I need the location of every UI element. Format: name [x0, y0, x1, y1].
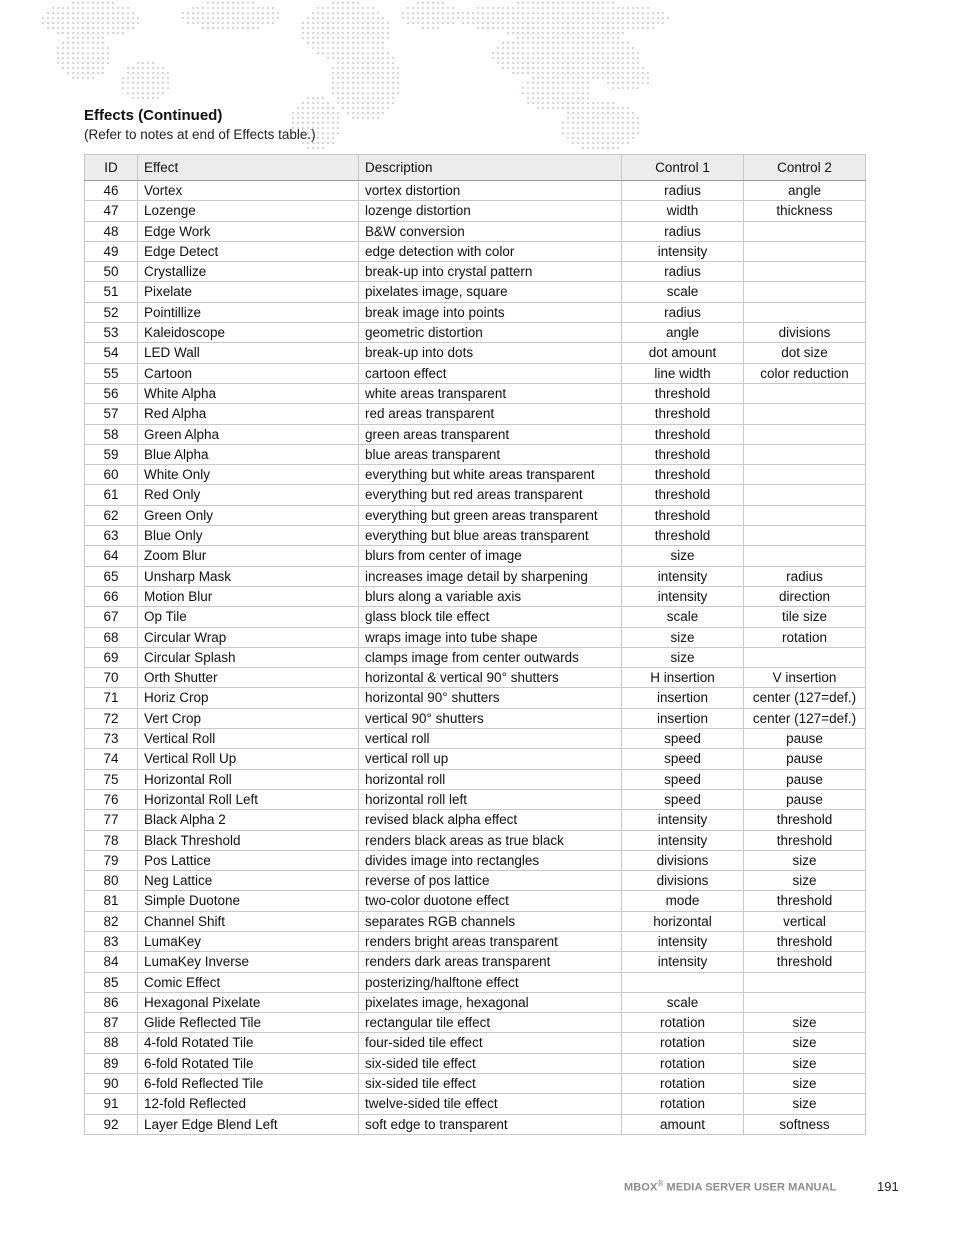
- cell-control-1: scale: [622, 282, 744, 302]
- cell-description: two-color duotone effect: [359, 891, 622, 911]
- cell-effect: Horizontal Roll Left: [138, 789, 359, 809]
- table-row: [85, 363, 866, 383]
- cell-control-2: direction: [744, 586, 866, 606]
- table-row: [85, 668, 866, 688]
- table-row: [85, 911, 866, 931]
- cell-effect: Red Alpha: [138, 404, 359, 424]
- cell-id: 82: [85, 911, 138, 931]
- table-row: [85, 688, 866, 708]
- cell-effect: Zoom Blur: [138, 546, 359, 566]
- cell-control-1: rotation: [622, 1033, 744, 1053]
- cell-id: 61: [85, 485, 138, 505]
- cell-control-1: threshold: [622, 444, 744, 464]
- cell-control-1: divisions: [622, 850, 744, 870]
- cell-description: everything but blue areas transparent: [359, 526, 622, 546]
- table-row: [85, 729, 866, 749]
- cell-id: 76: [85, 789, 138, 809]
- table-row: [85, 647, 866, 667]
- cell-effect: Vertical Roll Up: [138, 749, 359, 769]
- table-row: [85, 749, 866, 769]
- cell-description: horizontal roll: [359, 769, 622, 789]
- cell-effect: Kaleidoscope: [138, 323, 359, 343]
- effects-table: [84, 154, 866, 1135]
- table-row: [85, 627, 866, 647]
- table-row: [85, 1053, 866, 1073]
- cell-control-2: [744, 404, 866, 424]
- cell-control-1: line width: [622, 363, 744, 383]
- table-row: [85, 505, 866, 525]
- cell-control-1: [622, 972, 744, 992]
- cell-effect: Pos Lattice: [138, 850, 359, 870]
- cell-control-2: [744, 241, 866, 261]
- registered-mark: ®: [657, 1179, 664, 1188]
- cell-control-1: H insertion: [622, 668, 744, 688]
- cell-id: 57: [85, 404, 138, 424]
- cell-control-2: threshold: [744, 830, 866, 850]
- cell-id: 47: [85, 201, 138, 221]
- cell-control-1: amount: [622, 1114, 744, 1134]
- table-row: [85, 586, 866, 606]
- table-row: [85, 708, 866, 728]
- table-header-row: [85, 155, 866, 181]
- cell-effect: Edge Detect: [138, 241, 359, 261]
- cell-id: 54: [85, 343, 138, 363]
- cell-effect: Vortex: [138, 181, 359, 201]
- cell-description: separates RGB channels: [359, 911, 622, 931]
- cell-description: vertical roll: [359, 729, 622, 749]
- cell-id: 58: [85, 424, 138, 444]
- cell-control-1: radius: [622, 302, 744, 322]
- table-row: [85, 810, 866, 830]
- cell-description: everything but white areas transparent: [359, 465, 622, 485]
- cell-effect: Black Threshold: [138, 830, 359, 850]
- section-heading: Effects (Continued): [84, 107, 223, 124]
- cell-control-2: size: [744, 1053, 866, 1073]
- table-row: [85, 282, 866, 302]
- cell-description: vertical roll up: [359, 749, 622, 769]
- cell-id: 86: [85, 992, 138, 1012]
- cell-control-1: width: [622, 201, 744, 221]
- cell-id: 81: [85, 891, 138, 911]
- cell-effect: Unsharp Mask: [138, 566, 359, 586]
- cell-control-1: speed: [622, 749, 744, 769]
- cell-description: B&W conversion: [359, 221, 622, 241]
- cell-description: renders black areas as true black: [359, 830, 622, 850]
- cell-control-1: threshold: [622, 465, 744, 485]
- cell-control-1: radius: [622, 181, 744, 201]
- cell-id: 59: [85, 444, 138, 464]
- table-row: [85, 201, 866, 221]
- cell-effect: Simple Duotone: [138, 891, 359, 911]
- cell-description: divides image into rectangles: [359, 850, 622, 870]
- cell-effect: LED Wall: [138, 343, 359, 363]
- table-row: [85, 1114, 866, 1134]
- cell-description: break image into points: [359, 302, 622, 322]
- cell-id: 91: [85, 1094, 138, 1114]
- cell-id: 60: [85, 465, 138, 485]
- cell-control-1: rotation: [622, 1013, 744, 1033]
- cell-description: six-sided tile effect: [359, 1074, 622, 1094]
- table-row: [85, 850, 866, 870]
- cell-effect: Black Alpha 2: [138, 810, 359, 830]
- cell-control-1: radius: [622, 221, 744, 241]
- cell-description: geometric distortion: [359, 323, 622, 343]
- cell-effect: Horizontal Roll: [138, 769, 359, 789]
- cell-id: 51: [85, 282, 138, 302]
- cell-control-2: size: [744, 1074, 866, 1094]
- cell-control-2: rotation: [744, 627, 866, 647]
- cell-effect: White Alpha: [138, 383, 359, 403]
- section-note: (Refer to notes at end of Effects table.): [84, 127, 316, 142]
- table-row: [85, 343, 866, 363]
- cell-effect: Channel Shift: [138, 911, 359, 931]
- cell-control-1: radius: [622, 262, 744, 282]
- table-row: [85, 972, 866, 992]
- cell-description: vertical 90° shutters: [359, 708, 622, 728]
- cell-control-2: [744, 647, 866, 667]
- cell-effect: Motion Blur: [138, 586, 359, 606]
- cell-description: white areas transparent: [359, 383, 622, 403]
- cell-control-2: threshold: [744, 810, 866, 830]
- cell-description: soft edge to transparent: [359, 1114, 622, 1134]
- cell-description: rectangular tile effect: [359, 1013, 622, 1033]
- cell-control-2: [744, 444, 866, 464]
- cell-effect: Horiz Crop: [138, 688, 359, 708]
- cell-description: revised black alpha effect: [359, 810, 622, 830]
- cell-id: 90: [85, 1074, 138, 1094]
- cell-control-1: scale: [622, 607, 744, 627]
- table-row: [85, 871, 866, 891]
- cell-control-2: center (127=def.): [744, 688, 866, 708]
- cell-control-1: speed: [622, 789, 744, 809]
- cell-id: 80: [85, 871, 138, 891]
- cell-control-2: [744, 505, 866, 525]
- cell-description: horizontal & vertical 90° shutters: [359, 668, 622, 688]
- cell-description: lozenge distortion: [359, 201, 622, 221]
- cell-description: reverse of pos lattice: [359, 871, 622, 891]
- cell-description: red areas transparent: [359, 404, 622, 424]
- header-description: Description: [359, 155, 622, 181]
- table-row: [85, 302, 866, 322]
- cell-effect: LumaKey Inverse: [138, 952, 359, 972]
- cell-id: 72: [85, 708, 138, 728]
- cell-id: 83: [85, 931, 138, 951]
- cell-control-2: size: [744, 850, 866, 870]
- cell-description: clamps image from center outwards: [359, 647, 622, 667]
- cell-control-2: pause: [744, 749, 866, 769]
- cell-effect: Pointillize: [138, 302, 359, 322]
- cell-id: 49: [85, 241, 138, 261]
- cell-control-1: scale: [622, 992, 744, 1012]
- cell-description: everything but red areas transparent: [359, 485, 622, 505]
- footer-title-text: MEDIA SERVER USER MANUAL: [663, 1181, 837, 1194]
- cell-control-1: divisions: [622, 871, 744, 891]
- table-row: [85, 546, 866, 566]
- cell-control-2: softness: [744, 1114, 866, 1134]
- cell-control-2: size: [744, 1094, 866, 1114]
- cell-id: 56: [85, 383, 138, 403]
- cell-effect: Green Only: [138, 505, 359, 525]
- cell-effect: Layer Edge Blend Left: [138, 1114, 359, 1134]
- cell-id: 88: [85, 1033, 138, 1053]
- cell-control-1: mode: [622, 891, 744, 911]
- footer-manual-title: [624, 1179, 836, 1194]
- cell-id: 68: [85, 627, 138, 647]
- cell-control-2: center (127=def.): [744, 708, 866, 728]
- cell-control-2: [744, 282, 866, 302]
- cell-description: blurs from center of image: [359, 546, 622, 566]
- cell-effect: Cartoon: [138, 363, 359, 383]
- cell-effect: Lozenge: [138, 201, 359, 221]
- cell-control-1: threshold: [622, 485, 744, 505]
- cell-description: horizontal 90° shutters: [359, 688, 622, 708]
- cell-id: 89: [85, 1053, 138, 1073]
- effects-table-body: [85, 181, 866, 1135]
- cell-control-2: [744, 526, 866, 546]
- cell-id: 46: [85, 181, 138, 201]
- cell-control-1: threshold: [622, 404, 744, 424]
- cell-control-1: intensity: [622, 931, 744, 951]
- cell-control-2: [744, 465, 866, 485]
- cell-effect: Glide Reflected Tile: [138, 1013, 359, 1033]
- table-row: [85, 241, 866, 261]
- cell-effect: Neg Lattice: [138, 871, 359, 891]
- cell-control-2: pause: [744, 769, 866, 789]
- cell-control-2: tile size: [744, 607, 866, 627]
- cell-control-1: intensity: [622, 241, 744, 261]
- cell-control-2: pause: [744, 729, 866, 749]
- cell-description: twelve-sided tile effect: [359, 1094, 622, 1114]
- cell-id: 70: [85, 668, 138, 688]
- cell-effect: Pixelate: [138, 282, 359, 302]
- cell-effect: Vertical Roll: [138, 729, 359, 749]
- cell-description: glass block tile effect: [359, 607, 622, 627]
- cell-control-2: [744, 972, 866, 992]
- cell-description: pixelates image, hexagonal: [359, 992, 622, 1012]
- cell-control-1: intensity: [622, 586, 744, 606]
- header-control-2: Control 2: [744, 155, 866, 181]
- cell-id: 48: [85, 221, 138, 241]
- cell-description: four-sided tile effect: [359, 1033, 622, 1053]
- cell-effect: Orth Shutter: [138, 668, 359, 688]
- cell-control-1: size: [622, 647, 744, 667]
- cell-control-2: [744, 485, 866, 505]
- cell-control-2: [744, 302, 866, 322]
- table-row: [85, 992, 866, 1012]
- cell-control-1: horizontal: [622, 911, 744, 931]
- cell-effect: LumaKey: [138, 931, 359, 951]
- cell-id: 85: [85, 972, 138, 992]
- cell-control-2: size: [744, 1013, 866, 1033]
- cell-control-2: [744, 546, 866, 566]
- cell-control-2: radius: [744, 566, 866, 586]
- table-row: [85, 262, 866, 282]
- cell-control-1: size: [622, 627, 744, 647]
- cell-id: 69: [85, 647, 138, 667]
- cell-control-1: threshold: [622, 526, 744, 546]
- cell-description: horizontal roll left: [359, 789, 622, 809]
- cell-effect: Circular Wrap: [138, 627, 359, 647]
- cell-control-1: rotation: [622, 1074, 744, 1094]
- table-row: [85, 485, 866, 505]
- cell-id: 65: [85, 566, 138, 586]
- cell-id: 63: [85, 526, 138, 546]
- cell-id: 53: [85, 323, 138, 343]
- cell-id: 74: [85, 749, 138, 769]
- cell-id: 71: [85, 688, 138, 708]
- cell-effect: 6-fold Rotated Tile: [138, 1053, 359, 1073]
- cell-id: 52: [85, 302, 138, 322]
- cell-description: blue areas transparent: [359, 444, 622, 464]
- table-row: [85, 526, 866, 546]
- cell-effect: Blue Only: [138, 526, 359, 546]
- header-control-1: Control 1: [622, 155, 744, 181]
- cell-effect: Red Only: [138, 485, 359, 505]
- cell-control-2: size: [744, 1033, 866, 1053]
- cell-effect: Hexagonal Pixelate: [138, 992, 359, 1012]
- table-row: [85, 1013, 866, 1033]
- table-row: [85, 323, 866, 343]
- cell-id: 64: [85, 546, 138, 566]
- cell-effect: 12-fold Reflected: [138, 1094, 359, 1114]
- cell-effect: Op Tile: [138, 607, 359, 627]
- cell-id: 55: [85, 363, 138, 383]
- cell-control-1: threshold: [622, 424, 744, 444]
- cell-control-2: threshold: [744, 952, 866, 972]
- cell-control-2: [744, 383, 866, 403]
- cell-id: 87: [85, 1013, 138, 1033]
- cell-effect: Comic Effect: [138, 972, 359, 992]
- cell-id: 62: [85, 505, 138, 525]
- footer-brand: MBOX: [624, 1181, 658, 1194]
- table-row: [85, 181, 866, 201]
- cell-effect: 6-fold Reflected Tile: [138, 1074, 359, 1094]
- cell-id: 79: [85, 850, 138, 870]
- cell-effect: White Only: [138, 465, 359, 485]
- table-row: [85, 931, 866, 951]
- cell-control-2: [744, 262, 866, 282]
- table-row: [85, 404, 866, 424]
- cell-id: 92: [85, 1114, 138, 1134]
- cell-control-1: speed: [622, 769, 744, 789]
- cell-control-1: threshold: [622, 383, 744, 403]
- cell-control-1: speed: [622, 729, 744, 749]
- table-row: [85, 830, 866, 850]
- cell-description: increases image detail by sharpening: [359, 566, 622, 586]
- cell-control-2: size: [744, 871, 866, 891]
- table-row: [85, 465, 866, 485]
- table-row: [85, 789, 866, 809]
- cell-description: pixelates image, square: [359, 282, 622, 302]
- cell-description: cartoon effect: [359, 363, 622, 383]
- header-effect: Effect: [138, 155, 359, 181]
- cell-control-2: V insertion: [744, 668, 866, 688]
- cell-id: 75: [85, 769, 138, 789]
- cell-id: 77: [85, 810, 138, 830]
- table-row: [85, 566, 866, 586]
- cell-control-2: vertical: [744, 911, 866, 931]
- cell-id: 67: [85, 607, 138, 627]
- cell-control-1: intensity: [622, 810, 744, 830]
- cell-effect: 4-fold Rotated Tile: [138, 1033, 359, 1053]
- cell-id: 73: [85, 729, 138, 749]
- cell-effect: Circular Splash: [138, 647, 359, 667]
- cell-description: green areas transparent: [359, 424, 622, 444]
- cell-control-2: dot size: [744, 343, 866, 363]
- cell-control-1: rotation: [622, 1094, 744, 1114]
- cell-control-1: insertion: [622, 688, 744, 708]
- cell-control-1: intensity: [622, 952, 744, 972]
- table-row: [85, 769, 866, 789]
- cell-control-2: threshold: [744, 891, 866, 911]
- cell-description: six-sided tile effect: [359, 1053, 622, 1073]
- cell-effect: Blue Alpha: [138, 444, 359, 464]
- cell-control-2: threshold: [744, 931, 866, 951]
- cell-id: 50: [85, 262, 138, 282]
- table-row: [85, 1094, 866, 1114]
- header-id: ID: [85, 155, 138, 181]
- table-row: [85, 1074, 866, 1094]
- cell-control-2: [744, 221, 866, 241]
- table-row: [85, 607, 866, 627]
- cell-control-2: [744, 424, 866, 444]
- table-row: [85, 952, 866, 972]
- cell-description: blurs along a variable axis: [359, 586, 622, 606]
- page-number: 191: [877, 1179, 899, 1194]
- table-row: [85, 221, 866, 241]
- cell-control-1: threshold: [622, 505, 744, 525]
- cell-description: edge detection with color: [359, 241, 622, 261]
- table-row: [85, 383, 866, 403]
- cell-description: renders bright areas transparent: [359, 931, 622, 951]
- cell-effect: Crystallize: [138, 262, 359, 282]
- table-row: [85, 424, 866, 444]
- cell-id: 78: [85, 830, 138, 850]
- cell-control-2: angle: [744, 181, 866, 201]
- cell-control-1: intensity: [622, 830, 744, 850]
- cell-effect: Green Alpha: [138, 424, 359, 444]
- cell-id: 84: [85, 952, 138, 972]
- cell-effect: Vert Crop: [138, 708, 359, 728]
- cell-control-1: angle: [622, 323, 744, 343]
- cell-control-1: dot amount: [622, 343, 744, 363]
- cell-description: posterizing/halftone effect: [359, 972, 622, 992]
- cell-description: everything but green areas transparent: [359, 505, 622, 525]
- cell-control-1: insertion: [622, 708, 744, 728]
- table-row: [85, 891, 866, 911]
- cell-description: renders dark areas transparent: [359, 952, 622, 972]
- cell-description: wraps image into tube shape: [359, 627, 622, 647]
- cell-control-2: color reduction: [744, 363, 866, 383]
- cell-control-2: pause: [744, 789, 866, 809]
- cell-control-1: rotation: [622, 1053, 744, 1073]
- cell-effect: Edge Work: [138, 221, 359, 241]
- cell-description: break-up into dots: [359, 343, 622, 363]
- cell-description: break-up into crystal pattern: [359, 262, 622, 282]
- cell-id: 66: [85, 586, 138, 606]
- cell-control-1: size: [622, 546, 744, 566]
- table-row: [85, 444, 866, 464]
- cell-control-2: thickness: [744, 201, 866, 221]
- cell-description: vortex distortion: [359, 181, 622, 201]
- cell-control-2: [744, 992, 866, 1012]
- cell-control-1: intensity: [622, 566, 744, 586]
- table-row: [85, 1033, 866, 1053]
- cell-control-2: divisions: [744, 323, 866, 343]
